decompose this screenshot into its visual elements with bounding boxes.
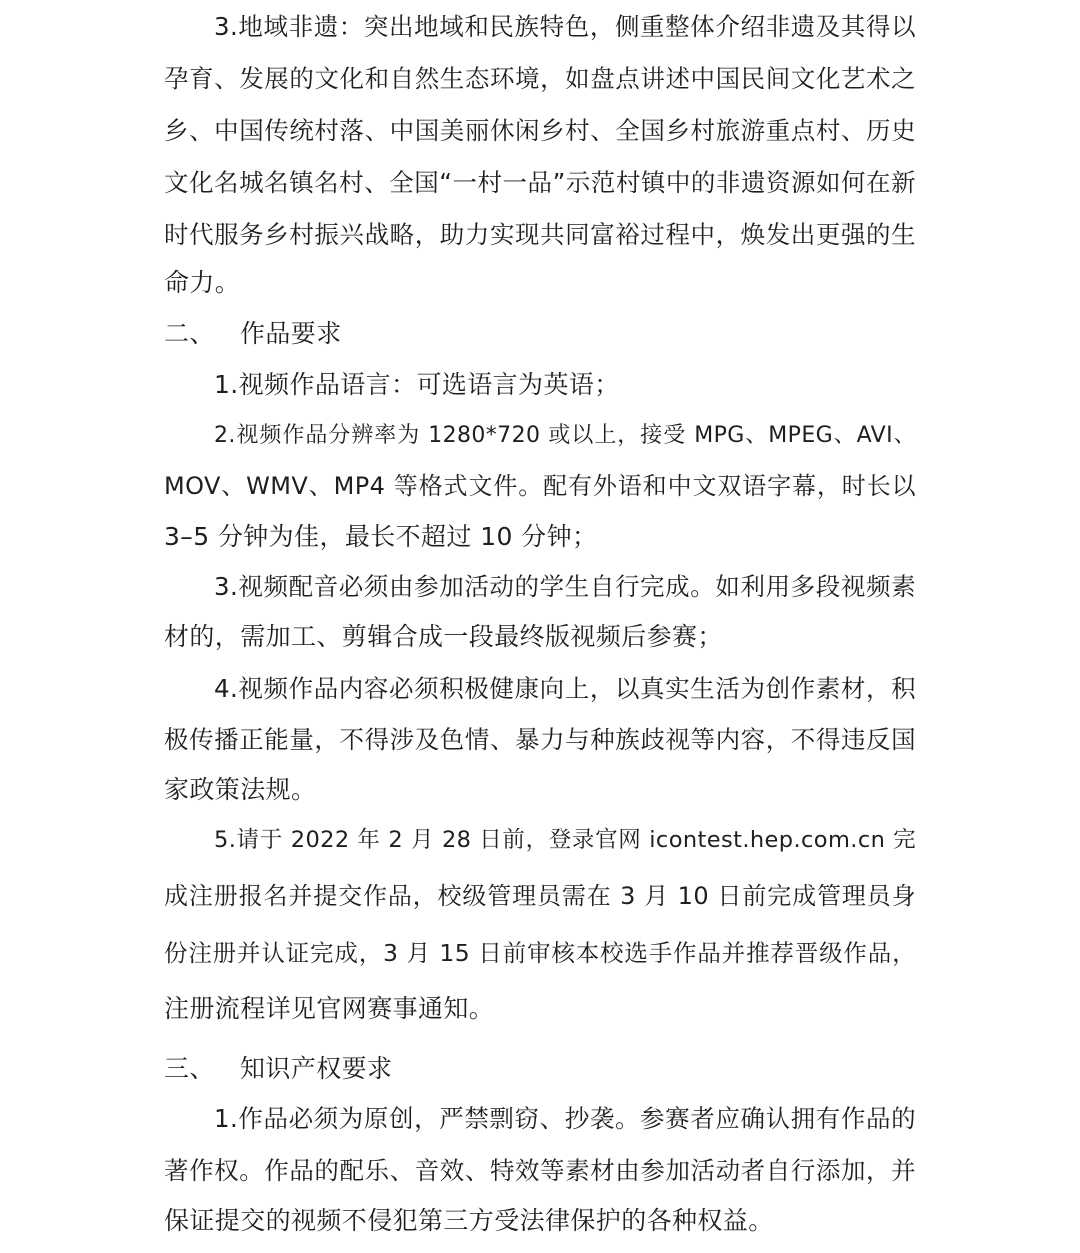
paragraph-line: 3.视频配音必须由参加活动的学生自行完成。如利用多段视频素: [214, 572, 916, 601]
paragraph-line: 乡、中国传统村落、中国美丽休闲乡村、全国乡村旅游重点村、历史: [164, 116, 916, 145]
section-title: 作品要求: [240, 319, 342, 348]
paragraph-line: 极传播正能量，不得涉及色情、暴力与种族歧视等内容，不得违反国: [164, 725, 916, 754]
paragraph-line: 文化名城名镇名村、全国“一村一品”示范村镇中的非遗资源如何在新: [164, 168, 916, 197]
paragraph-line: 时代服务乡村振兴战略，助力实现共同富裕过程中，焕发出更强的生: [164, 220, 916, 249]
paragraph-line: 3.地域非遗：突出地域和民族特色，侧重整体介绍非遗及其得以: [214, 12, 916, 41]
paragraph-line: 孕育、发展的文化和自然生态环境，如盘点讲述中国民间文化艺术之: [164, 64, 916, 93]
paragraph-line: 4.视频作品内容必须积极健康向上，以真实生活为创作素材，积: [214, 674, 916, 703]
paragraph-line: 成注册报名并提交作品，校级管理员需在 3 月 10 日前完成管理员身: [164, 882, 916, 910]
paragraph-line: 1.视频作品语言：可选语言为英语；: [214, 370, 620, 399]
paragraph-line: 著作权。作品的配乐、音效、特效等素材由参加活动者自行添加，并: [164, 1156, 916, 1185]
paragraph-line: MOV、WMV、MP4 等格式文件。配有外语和中文双语字幕，时长以: [164, 472, 916, 500]
paragraph-line: 命力。: [164, 268, 241, 297]
section-heading: [164, 316, 916, 352]
paragraph-line: 份注册并认证完成，3 月 15 日前审核本校选手作品并推荐晋级作品，: [164, 939, 916, 967]
paragraph-line: 5.请于 2022 年 2 月 28 日前，登录官网 icontest.hep.com.cn 完: [214, 827, 916, 853]
section-number: 三、: [164, 1054, 215, 1083]
paragraph-line: 1.作品必须为原创，严禁剽窃、抄袭。参赛者应确认拥有作品的: [214, 1104, 916, 1133]
paragraph-line: 家政策法规。: [164, 775, 317, 804]
section-title: 知识产权要求: [240, 1054, 393, 1083]
paragraph-line: 2.视频作品分辨率为 1280*720 或以上，接受 MPG、MPEG、AVI、: [214, 423, 916, 448]
section-heading: [164, 1051, 916, 1087]
paragraph-line: 3–5 分钟为佳，最长不超过 10 分钟；: [164, 522, 598, 551]
paragraph-line: 保证提交的视频不侵犯第三方受法律保护的各种权益。: [164, 1206, 774, 1235]
section-number: 二、: [164, 319, 215, 348]
paragraph-line: 注册流程详见官网赛事通知。: [164, 994, 495, 1023]
paragraph-line: 材的，需加工、剪辑合成一段最终版视频后参赛；: [164, 622, 723, 651]
document-page: [164, 0, 916, 1253]
